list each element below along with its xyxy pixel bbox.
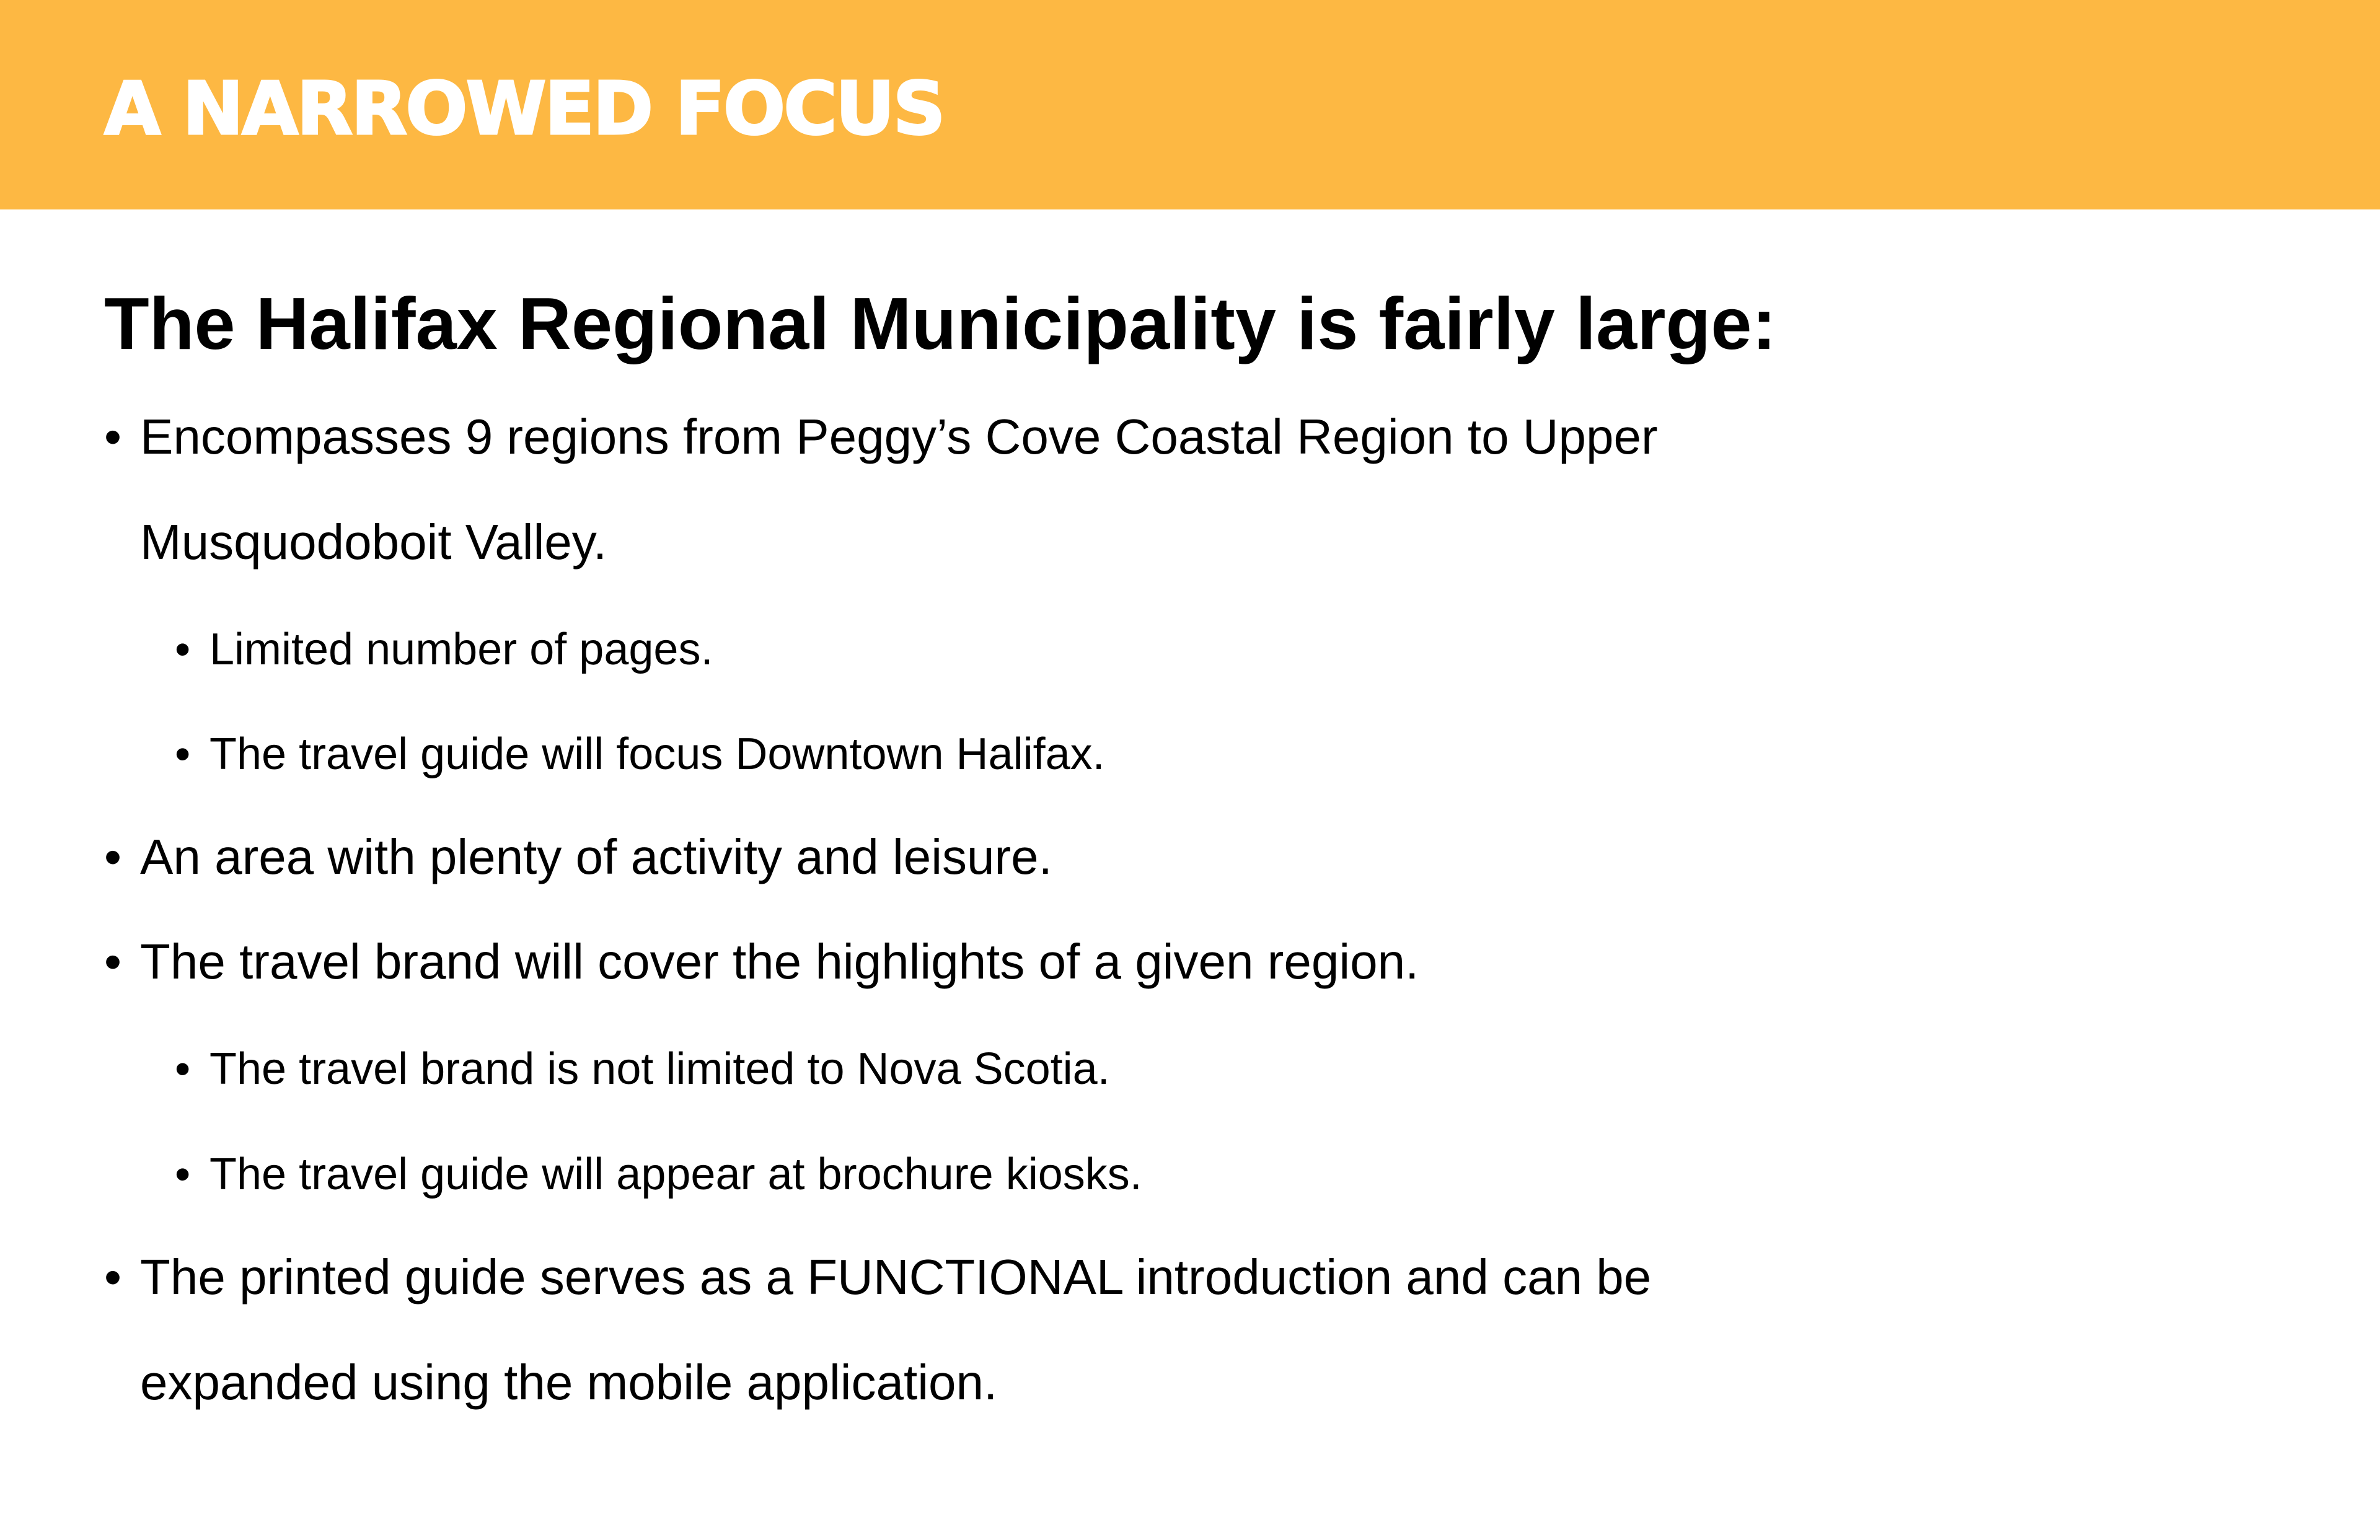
bullet-marker: • [104,934,122,989]
bullet-text-line: The travel guide will appear at brochure kiosks. [209,1150,1142,1199]
bullet-marker: • [175,729,191,779]
bullet-text-line: The travel brand will cover the highlights of a given region. [140,934,1419,989]
bullet-text-line: Encompasses 9 regions from Peggy’s Cove Coastal Region to Upper [140,409,1658,464]
bullet-text-line: The travel brand is not limited to Nova Scotia. [209,1044,1110,1094]
section-heading: The Halifax Regional Municipality is fairly large: [104,283,1777,365]
bullet-text-line: Limited number of pages. [209,625,713,674]
title-banner [0,0,2380,209]
bullet-marker: • [104,1249,122,1305]
bullet-text-line: expanded using the mobile application. [140,1355,998,1410]
page-title: A NARROWED FOCUS [104,66,944,151]
bullet-text-line: The travel guide will focus Downtown Halifax. [209,729,1105,779]
bullet-marker: • [175,1044,191,1094]
bullet-marker: • [104,829,122,884]
bullet-text-line: An area with plenty of activity and leisure. [140,829,1052,884]
bullet-marker: • [175,625,191,674]
bullet-marker: • [175,1150,191,1199]
bullet-text-line: Musquodoboit Valley. [140,514,607,570]
bullet-text-line: The printed guide serves as a FUNCTIONAL introduction and can be [140,1249,1652,1305]
bullet-marker: • [104,409,122,464]
